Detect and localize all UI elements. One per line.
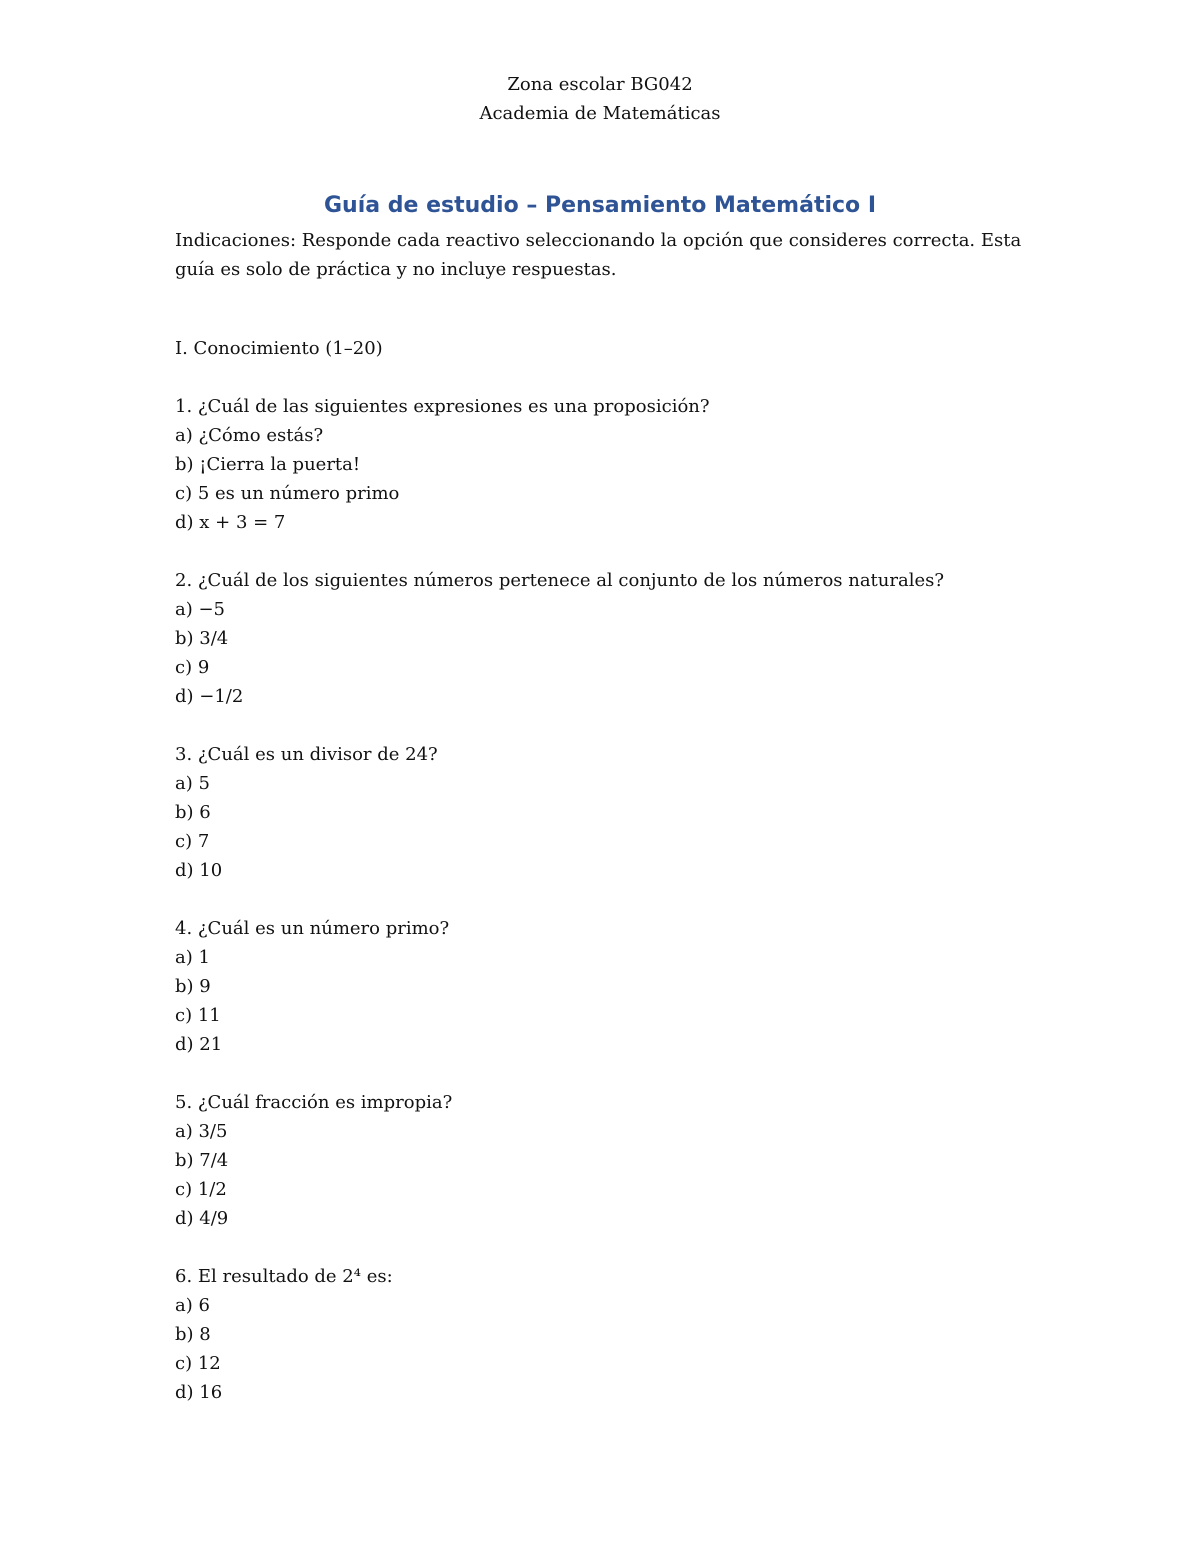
answer-option: a) ¿Cómo estás? xyxy=(175,425,324,446)
instructions-paragraph: Indicaciones: Responde cada reactivo seleccionando la opción que consideres correcta. Esta guía es solo de práctica y no incluye respuestas. xyxy=(175,230,1022,280)
answer-option: a) 1 xyxy=(175,947,210,968)
answer-option: b) ¡Cierra la puerta! xyxy=(175,454,361,475)
question-prompt: 3. ¿Cuál es un divisor de 24? xyxy=(175,744,438,765)
answer-option: d) 10 xyxy=(175,860,223,881)
answer-option: b) 9 xyxy=(175,976,211,997)
answer-option: c) 7 xyxy=(175,831,210,852)
answer-option: b) 6 xyxy=(175,802,211,823)
answer-option: d) 4/9 xyxy=(175,1208,229,1229)
answer-option: a) 3/5 xyxy=(175,1121,228,1142)
answer-option: b) 3/4 xyxy=(175,628,229,649)
question-prompt: 6. El resultado de 2⁴ es: xyxy=(175,1266,393,1287)
answer-option: c) 9 xyxy=(175,657,210,678)
answer-option: c) 11 xyxy=(175,1005,221,1026)
document-header xyxy=(0,70,1200,128)
answer-option: b) 7/4 xyxy=(175,1150,229,1171)
school-zone: Zona escolar BG042 xyxy=(507,74,693,95)
question-item xyxy=(175,740,1035,885)
answer-option: d) 21 xyxy=(175,1034,223,1055)
page-title: Guía de estudio – Pensamiento Matemático I xyxy=(324,193,876,218)
question-prompt: 5. ¿Cuál fracción es impropia? xyxy=(175,1092,453,1113)
academy-name: Academia de Matemáticas xyxy=(479,103,721,124)
document-body xyxy=(175,226,1035,1407)
question-prompt: 4. ¿Cuál es un número primo? xyxy=(175,918,450,939)
questions-list xyxy=(175,392,1035,1407)
answer-option: a) 6 xyxy=(175,1295,210,1316)
question-item xyxy=(175,566,1035,711)
question-item xyxy=(175,1262,1035,1407)
question-prompt: 2. ¿Cuál de los siguientes números pertenece al conjunto de los números naturales? xyxy=(175,570,945,591)
answer-option: a) −5 xyxy=(175,599,226,620)
answer-option: b) 8 xyxy=(175,1324,211,1345)
answer-option: d) x + 3 = 7 xyxy=(175,512,286,533)
answer-option: c) 1/2 xyxy=(175,1179,227,1200)
question-item xyxy=(175,914,1035,1059)
answer-option: d) −1/2 xyxy=(175,686,244,707)
question-item xyxy=(175,392,1035,537)
section-title: I. Conocimiento (1–20) xyxy=(175,338,383,359)
answer-option: c) 12 xyxy=(175,1353,221,1374)
answer-option: a) 5 xyxy=(175,773,210,794)
answer-option: d) 16 xyxy=(175,1382,223,1403)
question-item xyxy=(175,1088,1035,1233)
answer-option: c) 5 es un número primo xyxy=(175,483,400,504)
question-prompt: 1. ¿Cuál de las siguientes expresiones es una proposición? xyxy=(175,396,710,417)
